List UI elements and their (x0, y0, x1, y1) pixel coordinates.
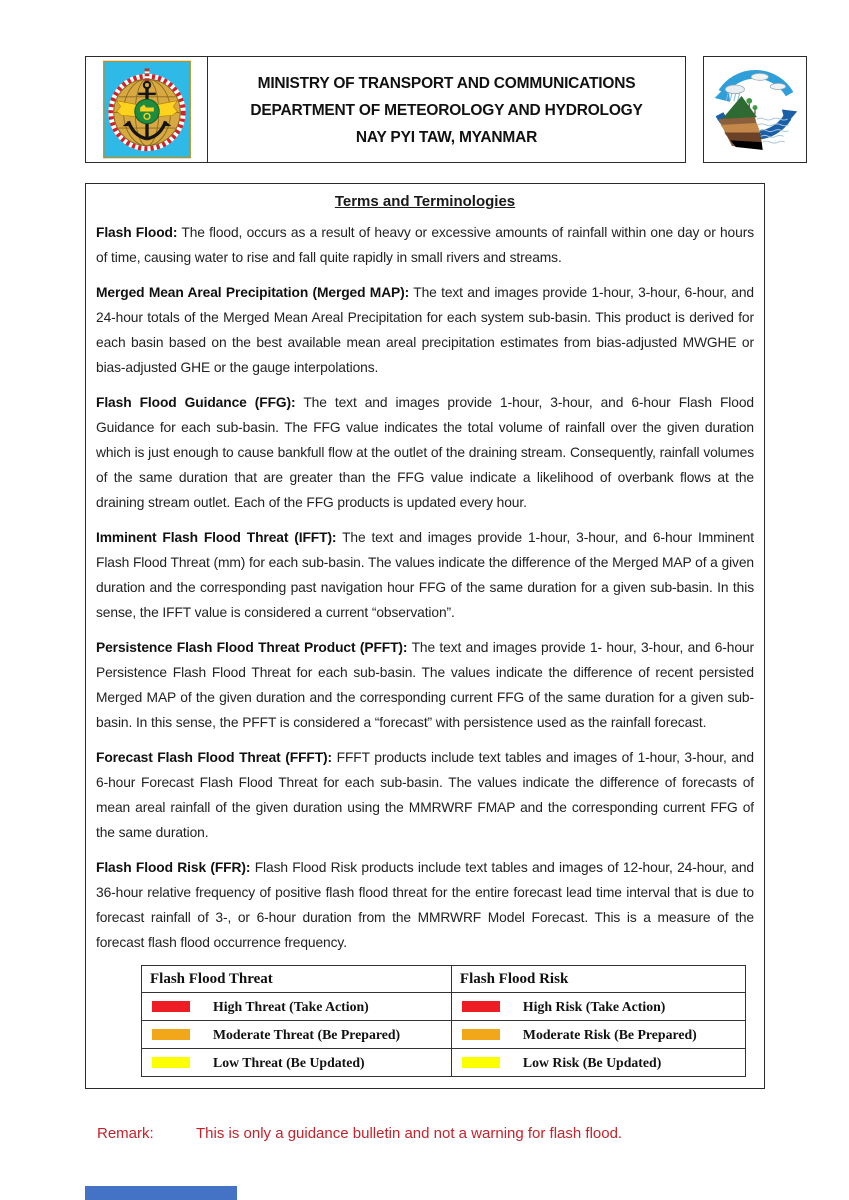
low-risk-label: Low Risk (Be Updated) (522, 1054, 662, 1070)
moderate-risk-swatch (462, 1029, 500, 1040)
definition-pfft (96, 635, 754, 735)
definition-body: The text and images provide 1- hour, 3-hour, and 6-hour Persistence Flash Flood Threat for each sub-basin. The values indicate the difference of recent persisted Merged MAP of the given duration and the corresponding current FFG of the same duration for a given sub-basin. In this sense, the PFFT is considered a “forecast” with persistence used as the rainfall forecast. (96, 640, 754, 730)
table-row-high (142, 993, 746, 1021)
term-flash-flood: Flash Flood: (96, 225, 178, 240)
page-title: Terms and Terminologies (334, 193, 516, 210)
high-risk-label: High Risk (Take Action) (522, 998, 666, 1014)
remark-text: This is only a guidance bulletin and not a warning for flash flood. (196, 1125, 623, 1142)
definition-ffft (96, 745, 754, 845)
definition-body: The text and images provide 1-hour, 3-hour, and 6-hour Flash Flood Guidance for each sub-basin. The FFG value indicates the total volume of rainfall over the given duration which is just enough to cause bankfull flow at the outlet of the draining stream. Consequently, rainfall volumes of the same duration that are greater than the FFG value indicate a likelihood of overbank flows at the draining stream outlet. Each of the FFG products is updated every hour. (96, 395, 754, 510)
definition-body: The text and images provide 1-hour, 3-hour, 6-hour, and 24-hour totals of the Merged Mean Areal Precipitation for each system sub-basin. This product is derived for each basin based on the best available mean areal precipitation estimates from bias-adjusted MWGHE or bias-adjusted GHE or the gauge interpolations. (96, 285, 754, 375)
threat-risk-legend-table (141, 965, 746, 1077)
definition-body: The text and images provide 1-hour, 3-hour, and 6-hour Imminent Flash Flood Threat (mm) for each sub-basin. The values indicate the difference of the Merged MAP of a given duration and the corresponding past navigation hour FFG of the same duration for a given sub-basin. In this sense, the IFFT value is considered a current “observation”. (96, 530, 754, 620)
header-location-line: NAY PYI TAW, MYANMAR (355, 128, 538, 146)
definition-body: The flood, occurs as a result of heavy or excessive amounts of rainfall within one day or hours of time, causing water to rise and fall quite rapidly in small rivers and streams. (96, 225, 754, 265)
definition-body: Flash Flood Risk products include text tables and images of 12-hour, 24-hour, and 36-hour relative frequency of positive flash flood threat for the entire forecast lead time interval that is due to forecast rainfall of 3-, or 6-hour duration from the MMRWRF Model Forecast. This is a measure of the forecast flash flood occurrence frequency. (96, 860, 754, 950)
page-footer-bar (85, 1186, 237, 1200)
table-row-low (142, 1049, 746, 1077)
term-ffg: Flash Flood Guidance (FFG): (96, 395, 296, 410)
ministry-emblem-icon (103, 60, 191, 159)
column-header-threat: Flash Flood Threat (142, 966, 452, 993)
high-risk-swatch (462, 1001, 500, 1012)
water-cycle-logo-box (703, 56, 807, 163)
moderate-threat-swatch (152, 1029, 190, 1040)
low-threat-label: Low Threat (Be Updated) (213, 1054, 365, 1070)
moderate-risk-label: Moderate Risk (Be Prepared) (522, 1026, 697, 1042)
header (85, 56, 807, 163)
definition-ifft (96, 525, 754, 625)
remark-label: Remark: (97, 1125, 154, 1142)
water-cycle-icon (707, 60, 803, 159)
term-pfft: Persistence Flash Flood Threat Product (PFFT): (96, 640, 408, 655)
high-threat-swatch (152, 1001, 190, 1012)
term-ffft: Forecast Flash Flood Threat (FFFT): (96, 750, 333, 765)
moderate-threat-label: Moderate Threat (Be Prepared) (213, 1026, 401, 1042)
definition-merged-map (96, 280, 754, 380)
definition-ffr (96, 855, 754, 955)
header-department-line: DEPARTMENT OF METEOROLOGY AND HYDROLOGY (250, 101, 643, 119)
column-header-risk: Flash Flood Risk (451, 966, 745, 993)
definition-ffg (96, 390, 754, 515)
remark (97, 1125, 622, 1142)
header-ministry-line: MINISTRY OF TRANSPORT AND COMMUNICATIONS (257, 74, 636, 92)
table-header-row (142, 966, 746, 993)
ministry-logo-cell (86, 57, 208, 162)
definition-body: FFFT products include text tables and images of 1-hour, 3-hour, and 6-hour Forecast Flash Flood Threat for each sub-basin. The values indicate the difference of forecasts of mean areal rainfall of the given duration using the MMRWRF FMAP and the corresponding current FFG of the same duration. (96, 750, 754, 840)
term-ffr: Flash Flood Risk (FFR): (96, 860, 251, 875)
low-threat-swatch (152, 1057, 190, 1068)
low-risk-swatch (462, 1057, 500, 1068)
definition-flash-flood (96, 220, 754, 270)
term-ifft: Imminent Flash Flood Threat (IFFT): (96, 530, 337, 545)
table-row-moderate (142, 1021, 746, 1049)
term-merged-map: Merged Mean Areal Precipitation (Merged MAP): (96, 285, 410, 300)
header-main-box (85, 56, 686, 163)
high-threat-label: High Threat (Take Action) (213, 998, 369, 1014)
header-text (208, 57, 685, 162)
terms-content-box (85, 183, 765, 1089)
